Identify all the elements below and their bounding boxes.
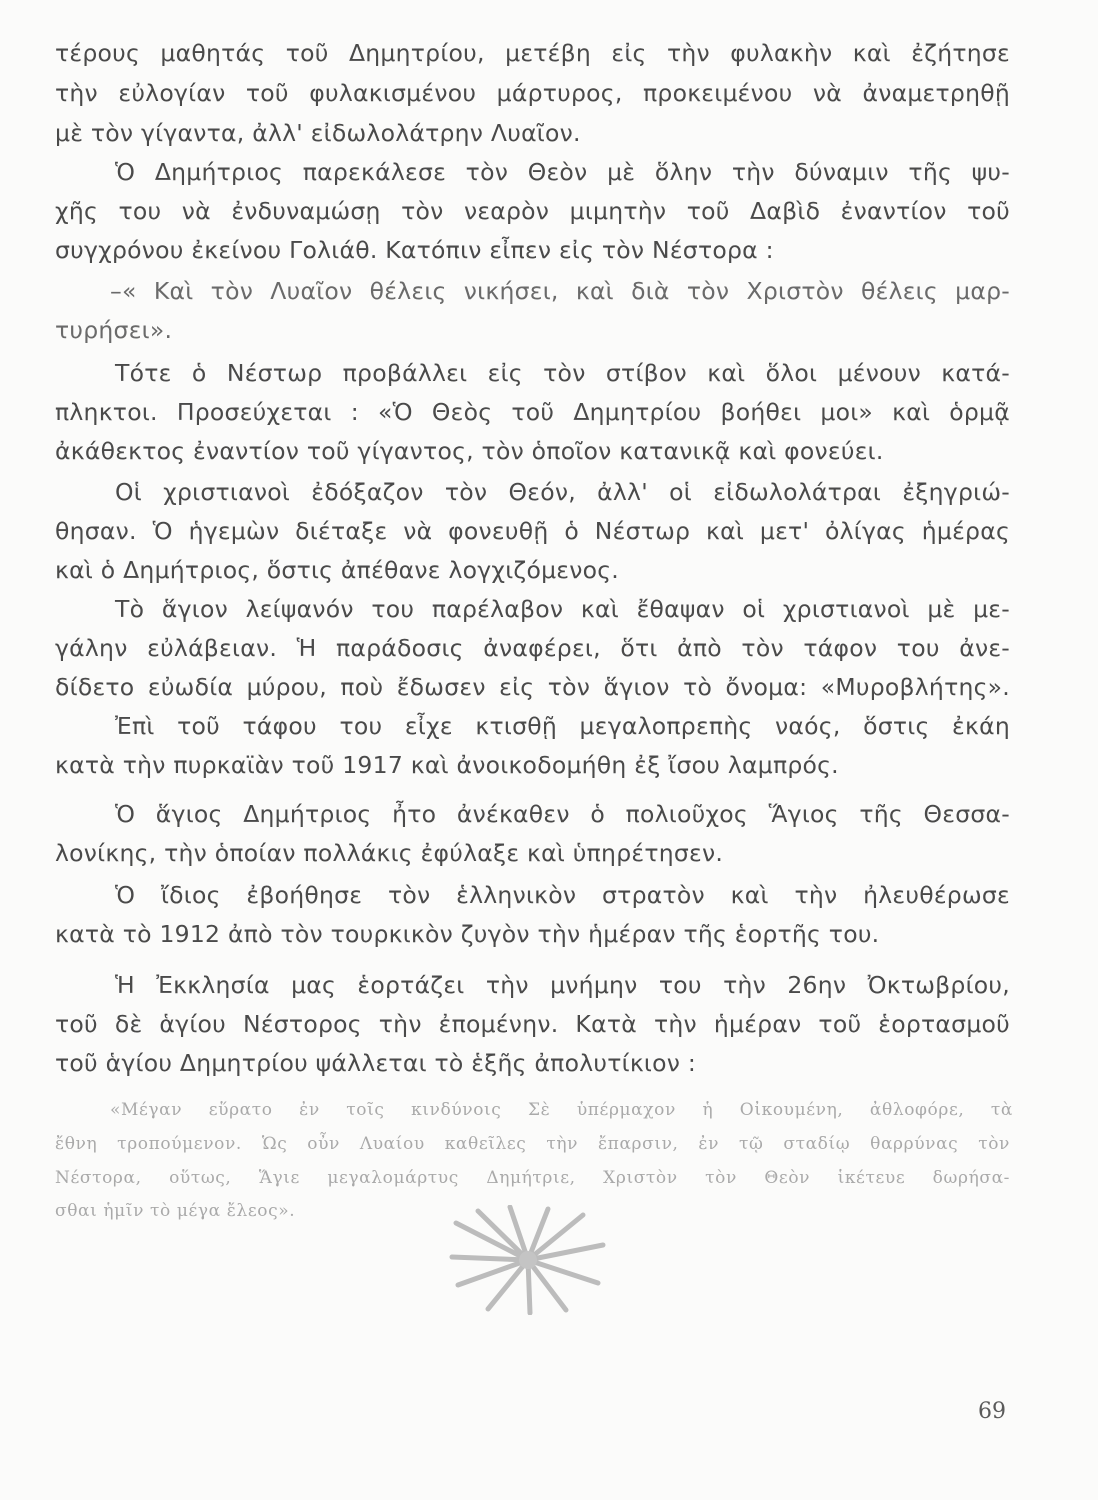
hymn-line-3: Νέστορα, οὕτως, Ἅγιε μεγαλομάρτυς Δημήτριε, Χριστὸν τὸν Θεὸν ἱκέτευε δωρήσα- [55, 1168, 1010, 1188]
body-line-8: τυρήσει». [55, 316, 173, 344]
sunburst-ornament-icon [448, 1205, 608, 1315]
body-line-7: –« Καὶ τὸν Λυαῖον θέλεις νικήσει, καὶ διὰ τὸν Χριστὸν θέλεις μαρ- [110, 277, 1010, 305]
body-line-22: Ὁ ἴδιος ἐβοήθησε τὸν ἑλληνικὸν στρατὸν καὶ τὴν ἠλευθέρωσε [115, 881, 1010, 909]
body-line-26: τοῦ ἁγίου Δημητρίου ψάλλεται τὸ ἑξῆς ἀπολυτίκιον : [55, 1049, 697, 1077]
body-line-10: πληκτοι. Προσεύχεται : «Ὁ Θεὸς τοῦ Δημητρίου βοήθει μοι» καὶ ὁρμᾷ [55, 398, 1010, 426]
body-line-24: Ἡ Ἐκκλησία μας ἑορτάζει τὴν μνήμην του τὴν 26ην Ὀκτωβρίου, [115, 971, 1010, 999]
page-number: 69 [978, 1399, 1006, 1424]
body-line-25: τοῦ δὲ ἁγίου Νέστορος τὴν ἐπομένην. Κατὰ τὴν ἡμέραν τοῦ ἑορτασμοῦ [55, 1010, 1010, 1038]
body-line-11: ἀκάθεκτος ἐναντίον τοῦ γίγαντος, τὸν ὁποῖον κατανικᾷ καὶ φονεύει. [55, 437, 884, 465]
body-line-20: Ὁ ἅγιος Δημήτριος ἦτο ἀνέκαθεν ὁ πολιοῦχος Ἅγιος τῆς Θεσσα- [115, 800, 1010, 828]
body-line-4: Ὁ Δημήτριος παρεκάλεσε τὸν Θεὸν μὲ ὅλην τὴν δύναμιν τῆς ψυ- [115, 158, 1010, 186]
body-line-6: συγχρόνου ἐκείνου Γολιάθ. Κατόπιν εἶπεν εἰς τὸν Νέστορα : [55, 236, 774, 264]
body-line-5: χῆς του νὰ ἐνδυναμώσῃ τὸν νεαρὸν μιμητὴν τοῦ Δαβὶδ ἐναντίον τοῦ [55, 197, 1010, 225]
body-line-13: θησαν. Ὁ ἡγεμὼν διέταξε νὰ φονευθῇ ὁ Νέστωρ καὶ μετ' ὀλίγας ἡμέρας [55, 517, 1010, 545]
body-line-14: καὶ ὁ Δημήτριος, ὅστις ἀπέθανε λογχιζόμενος. [55, 556, 619, 584]
body-line-3: μὲ τὸν γίγαντα, ἀλλ' εἰδωλολάτρην Λυαῖον. [55, 119, 581, 147]
body-line-9: Τότε ὁ Νέστωρ προβάλλει εἰς τὸν στίβον καὶ ὅλοι μένουν κατά- [115, 359, 1010, 387]
hymn-line-1: «Μέγαν εὕρατο ἐν τοῖς κινδύνοις Σὲ ὑπέρμαχον ἡ Οἰκουμένη, ἀθλοφόρε, τὰ [110, 1100, 1013, 1120]
body-line-1: τέρους μαθητάς τοῦ Δημητρίου, μετέβη εἰς τὴν φυλακὴν καὶ ἐζήτησε [55, 39, 1010, 67]
body-line-18: Ἐπὶ τοῦ τάφου του εἶχε κτισθῇ μεγαλοπρεπὴς ναός, ὅστις ἐκάη [115, 712, 1010, 740]
body-line-2: τὴν εὐλογίαν τοῦ φυλακισμένου μάρτυρος, προκειμένου νὰ ἀναμετρηθῇ [55, 79, 1010, 107]
body-line-12: Οἱ χριστιανοὶ ἐδόξαζον τὸν Θεόν, ἀλλ' οἱ εἰδωλολάτραι ἐξηγριώ- [115, 478, 1010, 506]
body-line-15: Τὸ ἅγιον λείψανόν του παρέλαβον καὶ ἔθαψαν οἱ χριστιανοὶ μὲ με- [115, 595, 1010, 623]
body-line-17: δίδετο εὐωδία μύρου, ποὺ ἔδωσεν εἰς τὸν ἅγιον τὸ ὄνομα: «Μυροβλήτης». [55, 673, 1010, 701]
body-line-16: γάλην εὐλάβειαν. Ἡ παράδοσις ἀναφέρει, ὅτι ἀπὸ τὸν τάφον του ἀνε- [55, 634, 1010, 662]
body-line-19: κατὰ τὴν πυρκαϊὰν τοῦ 1917 καὶ ἀνοικοδομήθη ἐξ ἴσου λαμπρός. [55, 751, 839, 779]
hymn-line-4: σθαι ἡμῖν τὸ μέγα ἔλεος». [55, 1201, 296, 1221]
body-line-23: κατὰ τὸ 1912 ἀπὸ τὸν τουρκικὸν ζυγὸν τὴν ἡμέραν τῆς ἑορτῆς του. [55, 920, 880, 948]
body-line-21: λονίκης, τὴν ὁποίαν πολλάκις ἐφύλαξε καὶ ὑπηρέτησεν. [55, 839, 724, 867]
hymn-line-2: ἔθνη τροπούμενον. Ὡς οὖν Λυαίου καθεῖλες τὴν ἔπαρσιν, ἐν τῷ σταδίῳ θαρρύνας τὸν [55, 1134, 1010, 1154]
